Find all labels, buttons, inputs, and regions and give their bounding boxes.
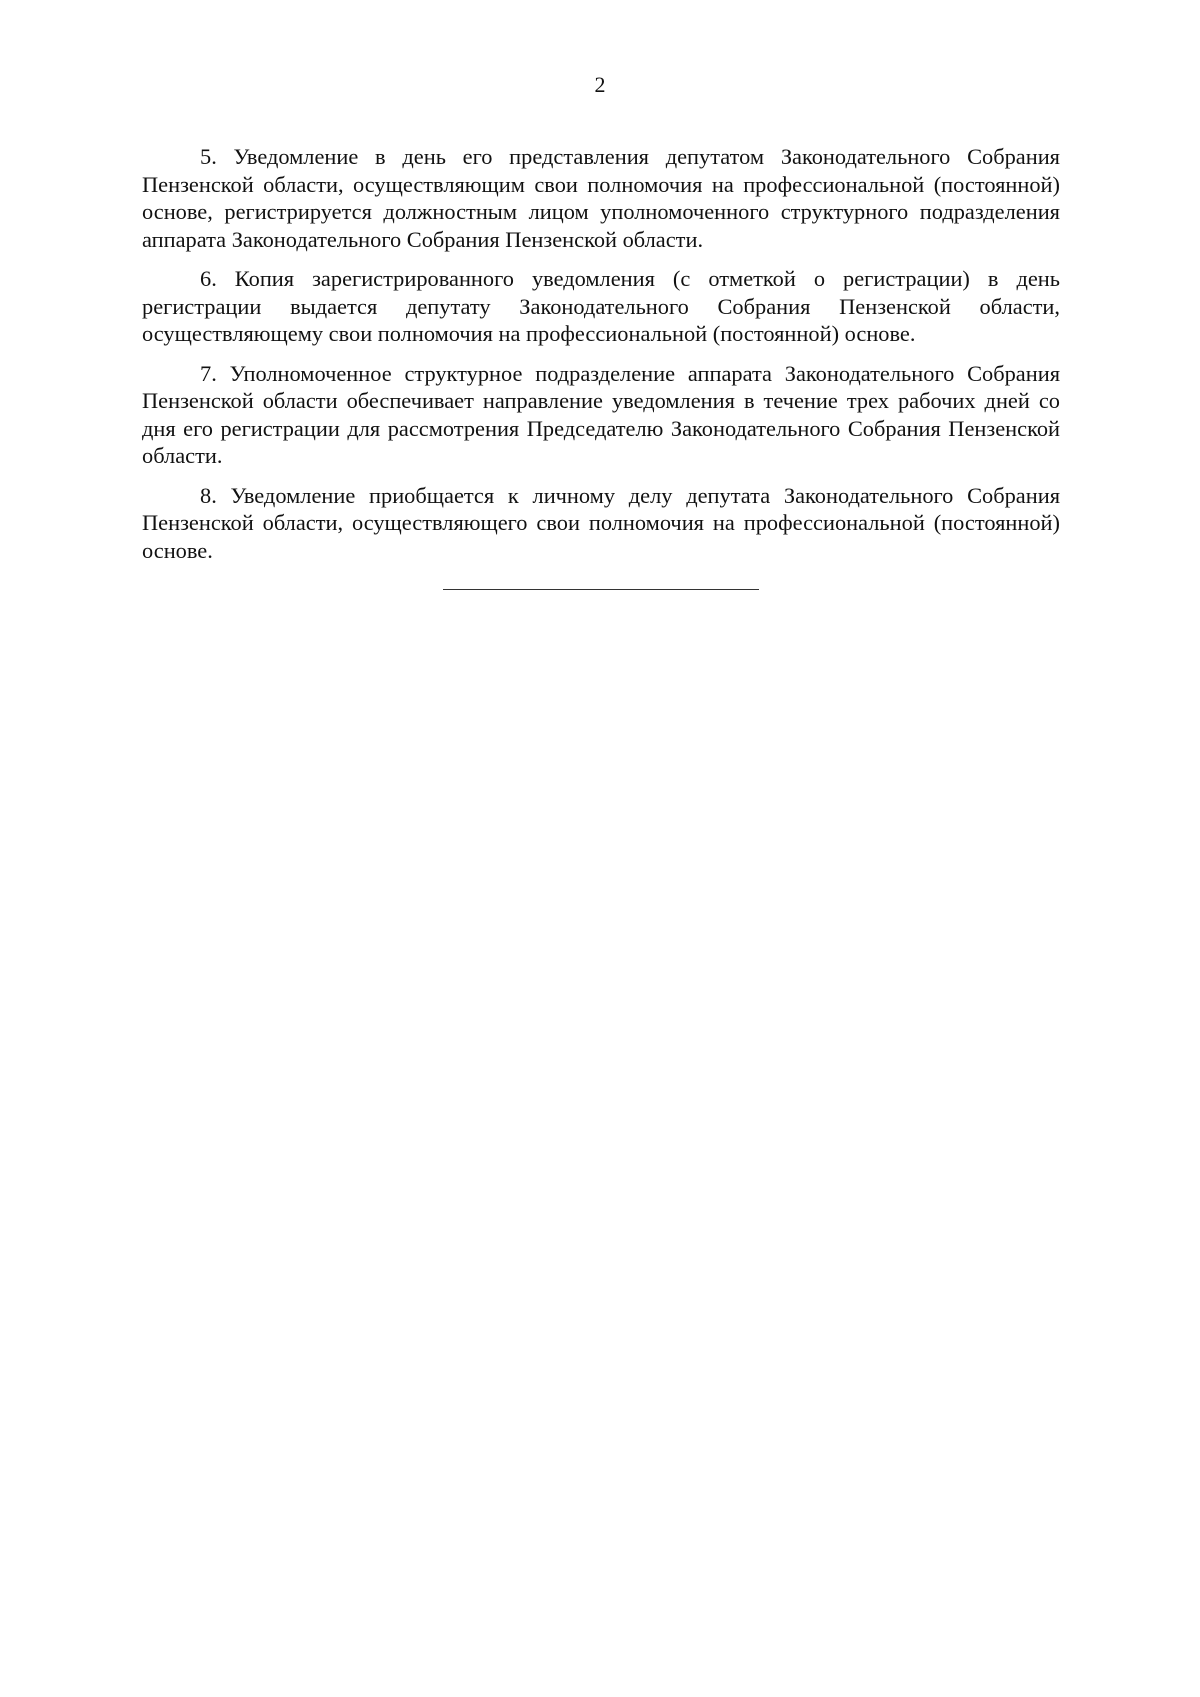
paragraph-6: 6. Копия зарегистрированного уведомления (с отметкой о регистрации) в день регистрации выдается депутату Законодательного Собрания Пензенской области, осуществляющему свои полномочия на профессиональной (постоянной) основе. — [142, 266, 1060, 346]
page-number: 2 — [594, 72, 606, 97]
document-body — [142, 143, 1060, 590]
paragraph-7: 7. Уполномоченное структурное подразделение аппарата Законодательного Собрания Пензенской области обеспечивает направление уведомления в течение трех рабочих дней со дня его регистрации для рассмотрения Председателю Законодательного Собрания Пензенской области. — [142, 360, 1060, 468]
paragraph-8: 8. Уведомление приобщается к личному делу депутата Законодательного Собрания Пензенской области, осуществляющего свои полномочия на профессиональной (постоянной) основе. — [142, 482, 1060, 563]
closing-divider-line — [443, 589, 759, 590]
paragraph-5: 5. Уведомление в день его представления депутатом Законодательного Собрания Пензенской области, осуществляющим свои полномочия на профессиональной (постоянной) основе, регистрируется должностным лицом уполномоченного структурного подразделения аппарата Законодательного Собрания Пензенской области. — [142, 144, 1060, 252]
